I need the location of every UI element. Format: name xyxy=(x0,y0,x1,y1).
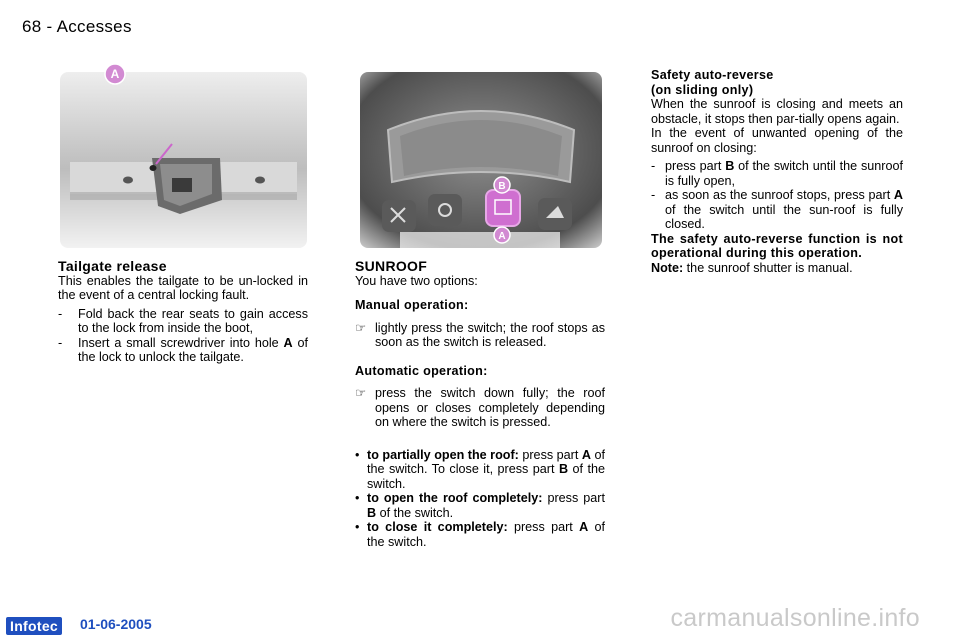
step-text: press part xyxy=(665,159,726,173)
safety-section xyxy=(651,68,903,275)
step-text: as soon as the sunroof stops, press part xyxy=(665,188,894,202)
pointing-hand-icon: ☞ xyxy=(355,320,367,335)
bullet-lead: to close it completely: xyxy=(367,520,508,534)
step-text: of the switch until the sunroof is fully open, xyxy=(665,159,904,188)
tailgate-step-1 xyxy=(58,307,308,336)
page-number: 68 - xyxy=(22,17,57,36)
step-marker: - xyxy=(651,159,656,173)
bullet-open-completely xyxy=(355,491,605,520)
tailgate-lock-photo xyxy=(60,72,307,248)
manual-operation-item xyxy=(355,321,605,350)
bullet-text: of the switch. xyxy=(376,505,454,520)
safety-title xyxy=(651,68,903,97)
safety-text-1: When the sunroof is closing and meets an obstacle, it stops then par-tially opens again. xyxy=(651,97,903,126)
bullet-close-completely xyxy=(355,520,605,549)
callout-a-tailgate xyxy=(103,62,127,91)
hole-letter: A xyxy=(283,335,293,350)
safety-title-line2: (on sliding only) xyxy=(651,82,754,97)
step-text: Fold back the rear seats to gain access to the lock from inside the boot, xyxy=(78,306,308,335)
callout-a-sunroof xyxy=(493,226,511,249)
bullet-text: press part xyxy=(507,520,580,534)
bullet-text: of the switch. xyxy=(367,520,605,549)
bullet-dot: • xyxy=(355,447,360,462)
step-marker: - xyxy=(58,335,63,350)
sunroof-switch-photo xyxy=(360,72,602,248)
step-marker: - xyxy=(58,306,63,321)
callout-b-sunroof xyxy=(493,176,511,199)
sunroof-note xyxy=(651,261,903,276)
watermark: carmanualsonline.info xyxy=(670,604,920,632)
bullet-text: of the switch. To close it, press part xyxy=(367,447,605,476)
bullet-text: press part xyxy=(542,491,605,505)
safety-step-2 xyxy=(651,188,903,232)
part-letter: A xyxy=(893,188,903,202)
safety-step-1 xyxy=(651,159,903,188)
automatic-operation-heading: Automatic operation: xyxy=(355,363,488,378)
safety-text-2: In the event of unwanted opening of the sunroof on closing: xyxy=(651,126,903,155)
safety-title-line1: Safety auto-reverse xyxy=(651,68,774,82)
callout-a-sunroof-label: A xyxy=(498,231,506,242)
section-title: Accesses xyxy=(56,17,132,36)
manual-operation-heading: Manual operation: xyxy=(355,298,469,312)
edition-date: 01-06-2005 xyxy=(80,616,152,632)
infotec-badge: Infotec xyxy=(6,617,62,635)
callout-a-label: A xyxy=(110,67,120,81)
sunroof-section xyxy=(355,259,605,549)
safety-warning: The safety auto-reverse function is not operational during this operation. xyxy=(651,231,903,260)
part-letter: A xyxy=(581,447,591,462)
part-letter: B xyxy=(558,462,569,476)
bullet-partially-open xyxy=(355,448,605,492)
sunroof-title: SUNROOF xyxy=(355,258,428,274)
bullet-text: of the switch. xyxy=(367,462,605,491)
tailgate-step-2 xyxy=(58,336,308,365)
bullet-dot: • xyxy=(355,491,360,505)
part-letter: B xyxy=(367,505,377,520)
sunroof-options-intro: You have two options: xyxy=(355,273,478,288)
note-label: Note: xyxy=(651,260,684,275)
manual-operation-text: lightly press the switch; the roof stops as soon as the switch is released. xyxy=(375,320,605,349)
tailgate-intro: This enables the tailgate to be un-locked in the event of a central locking fault. xyxy=(58,273,308,302)
step-text-pre: Insert a small screwdriver into hole xyxy=(78,335,284,350)
tailgate-section xyxy=(58,259,308,365)
step-marker: - xyxy=(651,188,656,202)
bullet-text: press part xyxy=(518,447,582,462)
callout-b-label: B xyxy=(498,181,506,192)
bullet-dot: • xyxy=(355,520,360,534)
step-text-post: of the lock to unlock the tailgate. xyxy=(78,335,308,364)
pointing-hand-icon: ☞ xyxy=(355,386,367,400)
part-letter: A xyxy=(579,520,589,534)
automatic-operation-text: press the switch down fully; the roof opens or closes completely depending on where the switch is pressed. xyxy=(375,386,605,429)
bullet-lead: to partially open the roof: xyxy=(367,447,519,462)
part-letter: B xyxy=(725,159,735,173)
step-text: of the switch until the sun-roof is fully closed. xyxy=(665,202,903,231)
bullet-lead: to open the roof completely: xyxy=(367,491,543,505)
page-title xyxy=(22,17,132,37)
note-text: the sunroof shutter is manual. xyxy=(683,260,853,275)
tailgate-title: Tailgate release xyxy=(58,258,167,274)
automatic-operation-item xyxy=(355,386,605,430)
